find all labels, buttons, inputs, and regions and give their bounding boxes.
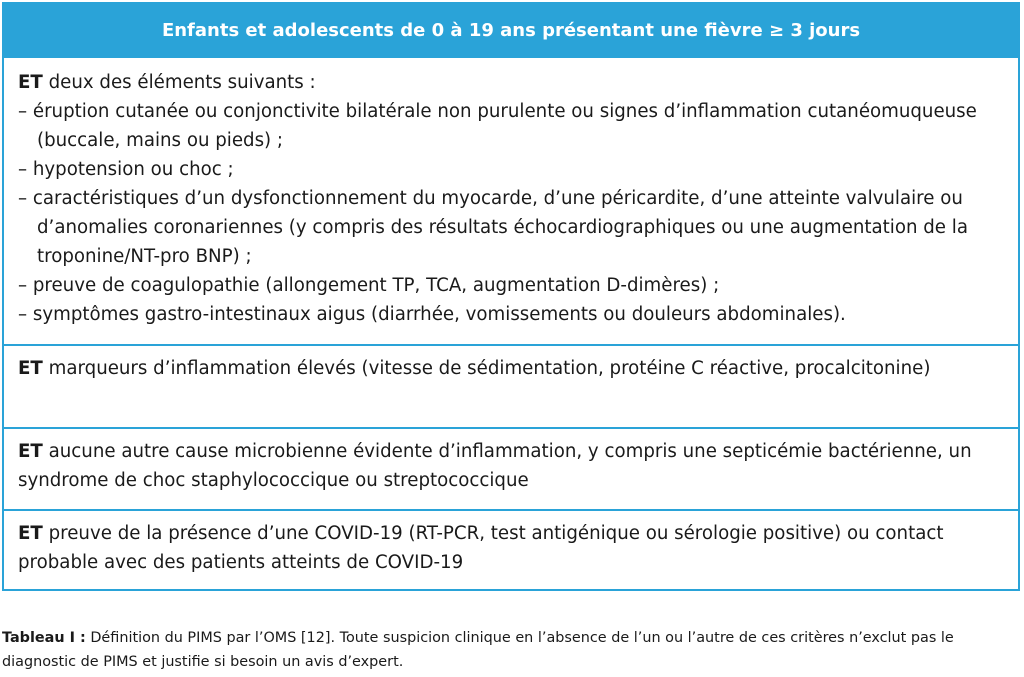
intro-text: deux des éléments suivants : xyxy=(42,72,316,93)
criteria-item: – caractéristiques d’un dysfonctionnement du myocarde, d’une péricardite, d’une atteinte valvulaire ou d’anomalies coronariennes (y compris des résultats échocardiographiques ou une augmentation de la troponine/NT-pro BNP) ; xyxy=(18,188,968,267)
table-caption xyxy=(2,626,1022,674)
criteria-section-2 xyxy=(4,344,1018,427)
section-text: aucune autre cause microbienne évidente d’inflammation, y compris une septicémie bactérienne, un syndrome de choc staphylococcique ou streptococcique xyxy=(18,441,972,491)
criteria-item: – preuve de coagulopathie (allongement TP, TCA, augmentation D-dimères) ; xyxy=(18,275,720,296)
caption-text: Définition du PIMS par l’OMS [12]. Toute suspicion clinique en l’absence de l’un ou l’autre de ces critères n’exclut pas le diagnostic de PIMS et justifie si besoin un avis d’expert. xyxy=(2,630,954,670)
criteria-item: – symptômes gastro-intestinaux aigus (diarrhée, vomissements ou douleurs abdominales). xyxy=(18,304,846,325)
et-label: ET xyxy=(18,441,43,462)
criteria-item: – éruption cutanée ou conjonctivite bilatérale non purulente ou signes d’inflammation cutanéomuqueuse (buccale, mains ou pieds) ; xyxy=(18,101,977,151)
section-text: marqueurs d’inflammation élevés (vitesse de sédimentation, protéine C réactive, procalcitonine) xyxy=(42,358,931,379)
et-label: ET xyxy=(18,72,43,93)
section-text: preuve de la présence d’une COVID-19 (RT-PCR, test antigénique ou sérologie positive) ou contact probable avec des patients atteints de COVID-19 xyxy=(18,523,944,573)
criteria-section-4 xyxy=(4,509,1018,589)
criteria-item: – hypotension ou choc ; xyxy=(18,159,234,180)
et-label: ET xyxy=(18,523,43,544)
table-header: Enfants et adolescents de 0 à 19 ans présentant une fièvre ≥ 3 jours xyxy=(4,4,1018,58)
criteria-section-1 xyxy=(4,58,1018,344)
et-label: ET xyxy=(18,358,43,379)
criteria-table xyxy=(2,2,1020,591)
criteria-section-3 xyxy=(4,427,1018,509)
caption-label: Tableau I : xyxy=(2,630,86,646)
section-intro xyxy=(18,68,1002,97)
